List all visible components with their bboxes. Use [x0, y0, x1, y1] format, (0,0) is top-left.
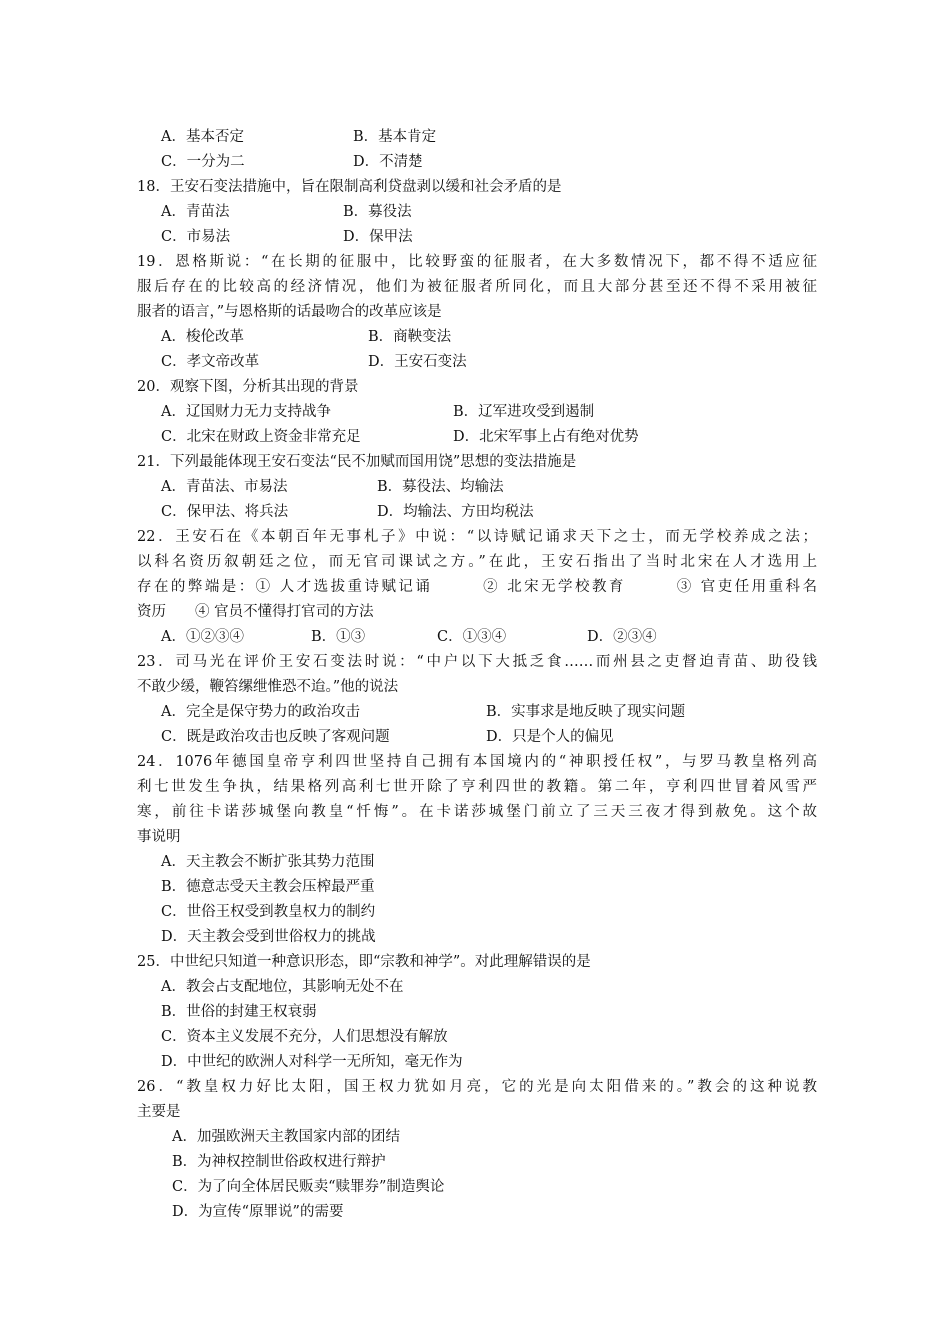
q18-option-d: D．保甲法	[343, 229, 413, 245]
q19-option-d: D．王安石变法	[368, 354, 467, 370]
q24-stem-line-4: 事说明	[137, 829, 181, 845]
q20-option-d: D．北宋军事上占有绝对优势	[453, 429, 639, 445]
q23-option-a: A．完全是保守势力的政治攻击	[161, 704, 360, 720]
q18-option-a: A．青苗法	[161, 204, 230, 220]
q23-stem-line-2: 不敢少缓，鞭笞缧绁惟恐不迨。”他的说法	[137, 679, 399, 695]
q22-stem-line-4: 资历 ④ 官员不懂得打官司的方法	[137, 604, 374, 620]
q25-option-c: C．资本主义发展不充分，人们思想没有解放	[161, 1029, 448, 1045]
q26-option-c: C．为了向全体居民贩卖“赎罪券”制造舆论	[172, 1179, 445, 1195]
q24-option-a: A．天主教会不断扩张其势力范围	[161, 854, 375, 870]
q18-option-b: B．募役法	[343, 204, 412, 220]
q26-option-d: D．为宣传“原罪说”的需要	[172, 1204, 344, 1220]
q21-stem: 21．下列最能体现王安石变法“民不加赋而国用饶”思想的变法措施是	[137, 454, 577, 470]
q21-option-b: B．募役法、均输法	[377, 479, 504, 495]
q23-option-d: D．只是个人的偏见	[486, 729, 614, 745]
q20-option-c: C．北宋在财政上资金非常充足	[161, 429, 361, 445]
q23-stem-line-1: 23．司马光在评价王安石变法时说：“中户以下大抵乏食……而州县之吏督迫青苗、助役钱	[137, 654, 817, 670]
q22-option-b: B．①③	[311, 629, 366, 645]
q24-option-b: B．德意志受天主教会压榨最严重	[161, 879, 375, 895]
q19-stem-line-1: 19．恩格斯说：“在长期的征服中，比较野蛮的征服者，在大多数情况下，都不得不适应征	[137, 254, 817, 270]
q24-stem-line-1: 24．1076年德国皇帝亨利四世坚持自己拥有本国境内的“神职授任权”，与罗马教皇格列高	[137, 754, 817, 770]
q17-option-d: D．不清楚	[353, 154, 423, 170]
q21-option-a: A．青苗法、市易法	[161, 479, 288, 495]
q22-option-a: A．①②③④	[161, 629, 244, 645]
q17-option-b: B．基本肯定	[353, 129, 437, 145]
q19-stem-line-3: 服者的语言，”与恩格斯的话最吻合的改革应该是	[137, 304, 442, 320]
q22-option-c: C．①③④	[437, 629, 507, 645]
q26-stem-line-1: 26．“教皇权力好比太阳，国王权力犹如月亮，它的光是向太阳借来的。”教会的这种说教	[137, 1079, 817, 1095]
q21-option-c: C．保甲法、将兵法	[161, 504, 289, 520]
q19-option-c: C．孝文帝改革	[161, 354, 260, 370]
q26-option-b: B．为神权控制世俗政权进行辩护	[172, 1154, 386, 1170]
q22-stem-line-1: 22．王安石在《本朝百年无事札子》中说：“以诗赋记诵求天下之士，而无学校养成之法；	[137, 529, 817, 545]
q22-stem-line-3: 存在的弊端是：① 人才选拔重诗赋记诵 ② 北宋无学校教育 ③ 官吏任用重科名	[137, 579, 817, 595]
q21-option-d: D．均输法、方田均税法	[377, 504, 534, 520]
q24-option-c: C．世俗王权受到教皇权力的制约	[161, 904, 376, 920]
q22-stem-line-2: 以科名资历叙朝廷之位，而无官司课试之方。”在此，王安石指出了当时北宋在人才选用上	[137, 554, 817, 570]
q24-option-d: D．天主教会受到世俗权力的挑战	[161, 929, 376, 945]
q20-option-b: B．辽军进攻受到遏制	[453, 404, 595, 420]
q20-option-a: A．辽国财力无力支持战争	[161, 404, 331, 420]
q25-option-b: B．世俗的封建王权衰弱	[161, 1004, 317, 1020]
q17-option-a: A．基本否定	[161, 129, 244, 145]
q19-option-a: A．梭伦改革	[161, 329, 244, 345]
q19-option-b: B．商鞅变法	[368, 329, 452, 345]
q17-option-c: C．一分为二	[161, 154, 245, 170]
q25-stem: 25．中世纪只知道一种意识形态，即“宗教和神学”。对此理解错误的是	[137, 954, 591, 970]
q26-stem-line-2: 主要是	[137, 1104, 181, 1120]
q25-option-a: A．教会占支配地位，其影响无处不在	[161, 979, 404, 995]
q24-stem-line-2: 利七世发生争执，结果格列高利七世开除了亨利四世的教籍。第二年，亨利四世冒着风雪严	[137, 779, 817, 795]
q23-option-c: C．既是政治攻击也反映了客观问题	[161, 729, 390, 745]
q25-option-d: D．中世纪的欧洲人对科学一无所知，毫无作为	[161, 1054, 463, 1070]
q23-option-b: B．实事求是地反映了现实问题	[486, 704, 686, 720]
q19-stem-line-2: 服后存在的比较高的经济情况，他们为被征服者所同化，而且大部分甚至还不得不采用被征	[137, 279, 817, 295]
q20-stem: 20．观察下图，分析其出现的背景	[137, 379, 359, 395]
q22-option-d: D．②③④	[587, 629, 657, 645]
q26-option-a: A．加强欧洲天主教国家内部的团结	[172, 1129, 400, 1145]
q18-option-c: C．市易法	[161, 229, 231, 245]
q24-stem-line-3: 寒，前往卡诺莎城堡向教皇“忏悔”。在卡诺莎城堡门前立了三天三夜才得到赦免。这个故	[137, 804, 817, 820]
q18-stem: 18．王安石变法措施中，旨在限制高利贷盘剥以缓和社会矛盾的是	[137, 179, 562, 195]
